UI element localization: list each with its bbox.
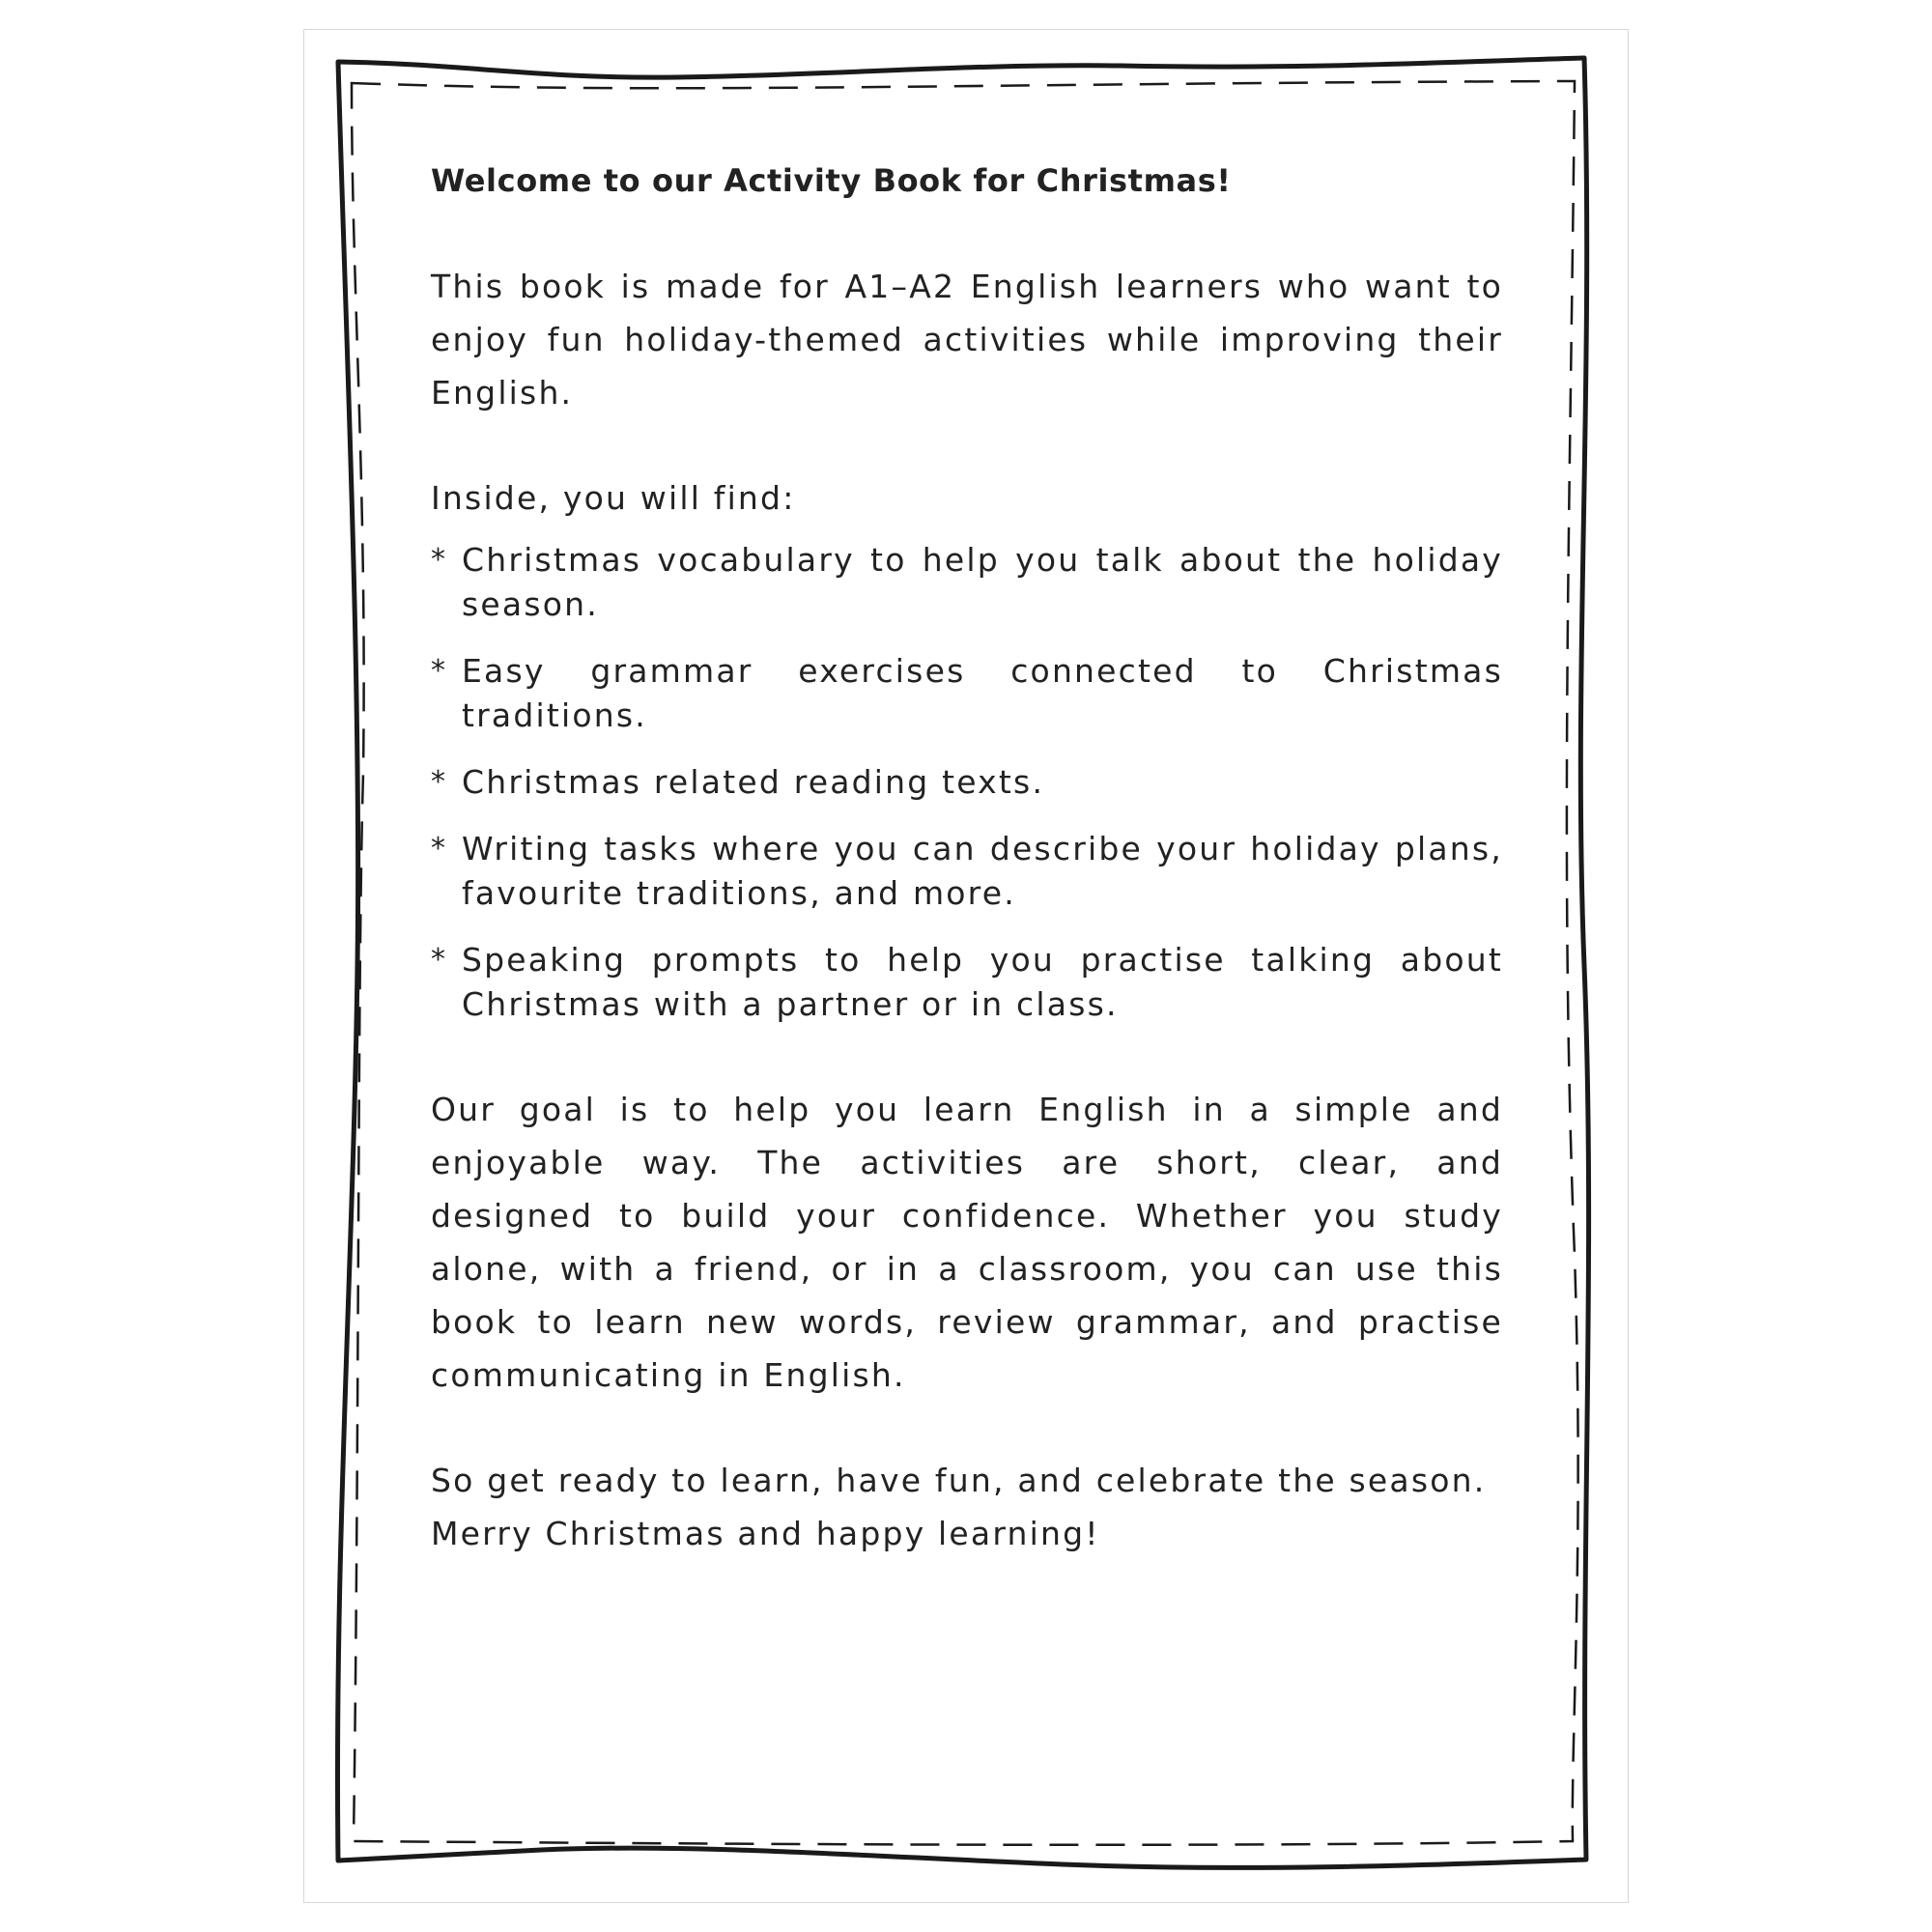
list-item-text: Speaking prompts to help you practise talking about Christmas with a partner or in class. xyxy=(462,941,1503,1023)
list-item-text: Writing tasks where you can describe your holiday plans, favourite traditions, and more. xyxy=(462,830,1503,912)
features-list xyxy=(431,538,1503,1027)
list-item-text: Easy grammar exercises connected to Christmas traditions. xyxy=(462,652,1503,734)
list-item xyxy=(431,649,1503,738)
goal-paragraph: Our goal is to help you learn English in a simple and enjoyable way. The activities are short, clear, and designed to build your confidence. Whether you study alone, with a friend, or in a classroom, you can use this book to learn new words, review grammar, and practise communicating in English. xyxy=(431,1091,1503,1394)
star-bullet-icon: * xyxy=(431,765,445,799)
list-item-text: Christmas related reading texts. xyxy=(462,763,1045,801)
list-item xyxy=(431,827,1503,916)
star-bullet-icon: * xyxy=(431,543,445,577)
inside-label: Inside, you will find: xyxy=(431,479,796,517)
list-item xyxy=(431,538,1503,627)
page-content xyxy=(431,155,1503,1560)
page-title: Welcome to our Activity Book for Christmas! xyxy=(431,162,1232,199)
star-bullet-icon: * xyxy=(431,943,445,977)
star-bullet-icon: * xyxy=(431,654,445,688)
list-item xyxy=(431,760,1503,805)
closing-line-1: So get ready to learn, have fun, and celebrate the season. xyxy=(431,1462,1487,1499)
list-item xyxy=(431,938,1503,1027)
list-item-text: Christmas vocabulary to help you talk about the holiday season. xyxy=(462,541,1503,623)
star-bullet-icon: * xyxy=(431,832,445,866)
intro-paragraph: This book is made for A1–A2 English learners who want to enjoy fun holiday-themed activities while improving their English. xyxy=(431,268,1503,412)
closing-line-2: Merry Christmas and happy learning! xyxy=(431,1515,1100,1552)
